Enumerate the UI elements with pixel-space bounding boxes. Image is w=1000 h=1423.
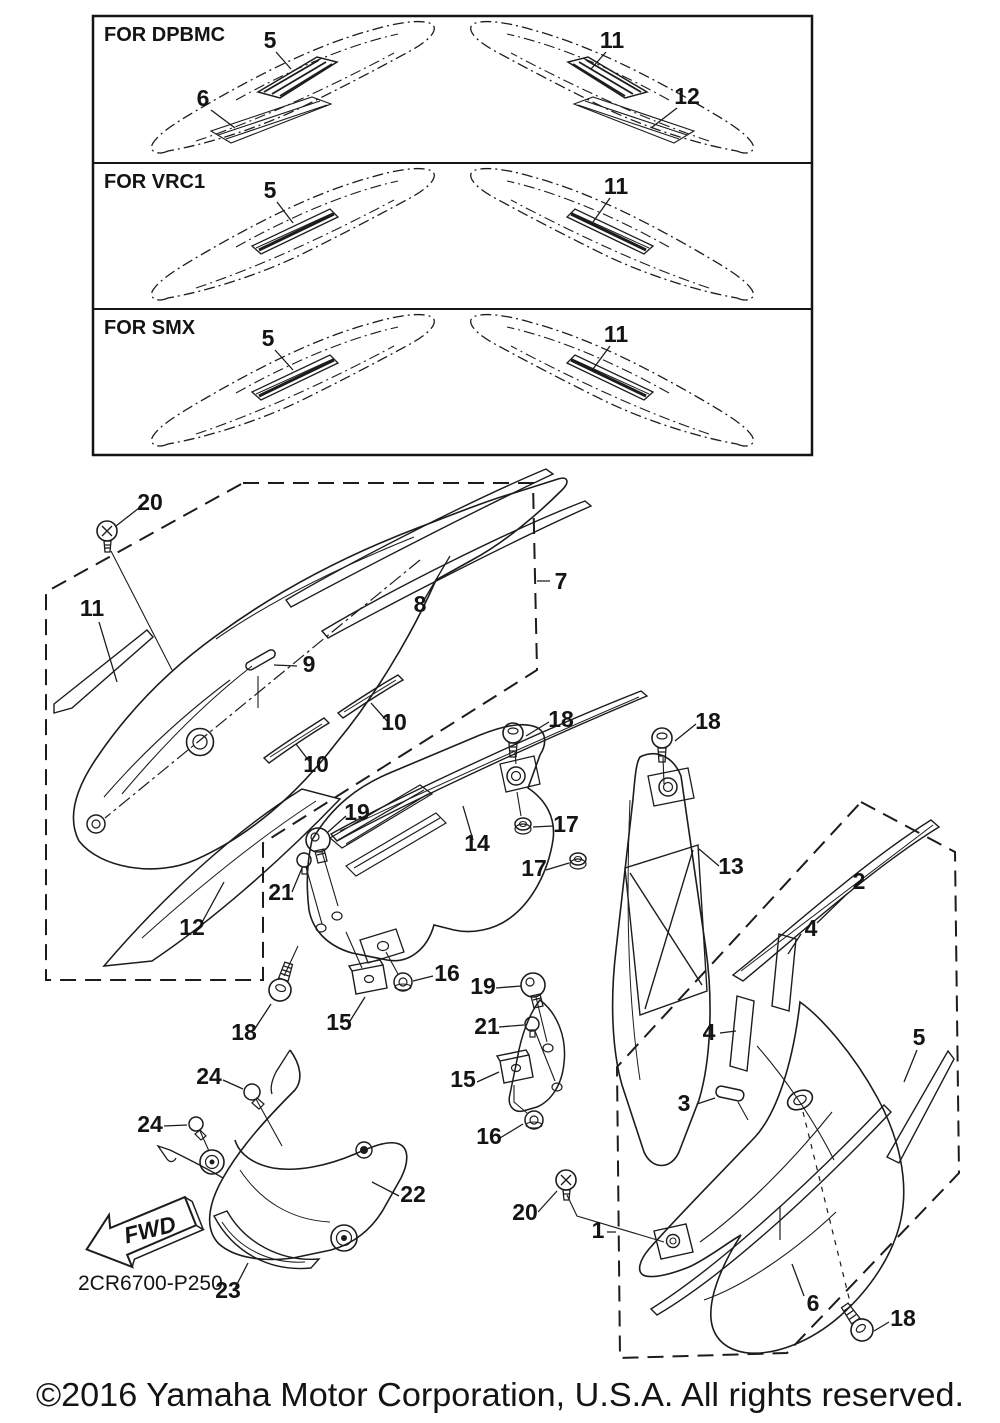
panel-14-hole-b [316, 924, 326, 932]
callout-8: 8 [413, 591, 427, 617]
pillar-cover-22-inner [240, 1170, 330, 1222]
grommet-ring-c [356, 1142, 372, 1158]
lower-blade-12 [104, 789, 340, 966]
pillar-cover-22-spike [271, 1050, 290, 1094]
variant-title-dpbmc: FOR DPBMC [104, 24, 226, 46]
callout-5: 5 [263, 27, 277, 53]
cover-tail-eyelet-inner [92, 820, 100, 828]
callout-11: 11 [603, 321, 629, 347]
panel-13-edge [628, 800, 640, 1080]
variant-box-vrc1 [104, 169, 753, 300]
bracket-arm [509, 1000, 564, 1111]
strip-6 [651, 1105, 891, 1315]
panel-14-boss-hole [512, 772, 521, 781]
emblem-11 [54, 630, 153, 713]
panel-13-boss-hole [664, 783, 673, 792]
callout-19: 19 [344, 799, 370, 825]
cover-oval-grommet [784, 1086, 815, 1113]
variant-title-vrc1: FOR VRC1 [104, 171, 206, 193]
panel-13-boss [659, 778, 677, 796]
variant-box-smx [104, 315, 753, 446]
callout-23: 23 [215, 1277, 241, 1303]
screw-21b-icon [525, 1017, 539, 1037]
callout-11: 11 [603, 173, 629, 199]
grommet-dashed-leader [803, 1112, 851, 1306]
screw-18b-icon [652, 728, 672, 762]
trim-strip-23-inner [222, 1222, 305, 1262]
variant-boxes [93, 16, 812, 455]
inner-panel-13 [613, 754, 710, 1166]
cover-boss-plate [654, 1224, 693, 1259]
callout-5: 5 [261, 325, 275, 351]
callout-14: 14 [464, 830, 490, 856]
fwd-label: FWD [121, 1210, 179, 1249]
callout-10: 10 [381, 709, 407, 735]
callout-10: 10 [303, 751, 329, 777]
panel-14-boss [507, 767, 525, 785]
callout-1: 1 [591, 1217, 605, 1243]
fwd-marker [80, 1194, 208, 1277]
callout-5: 5 [912, 1024, 926, 1050]
callout-13: 13 [718, 853, 744, 879]
construction-lines [111, 551, 748, 1242]
strip-10a-inner [344, 680, 396, 712]
callout-16: 16 [476, 1123, 502, 1149]
variant-box-dpbmc [104, 22, 753, 153]
vrc1-cover-art [152, 169, 754, 300]
callout-15: 15 [326, 1009, 352, 1035]
screw-20-icon [97, 521, 117, 552]
bracket-arm-hole-a [543, 1044, 553, 1052]
screw-18c-icon [836, 1299, 878, 1345]
callout-12: 12 [179, 914, 205, 940]
callout-4: 4 [702, 1019, 716, 1045]
lower-blade-12-inner [142, 801, 316, 938]
cover-tail-eyelet [87, 815, 105, 833]
callout-2: 2 [852, 868, 866, 894]
variant-box-frame [93, 16, 812, 455]
callout-22: 22 [400, 1181, 426, 1207]
nut-16a-icon [394, 973, 412, 991]
center-panels-group [297, 691, 710, 1166]
lower-center-group [158, 973, 565, 1269]
smx-cover-art [152, 315, 754, 446]
callout-4: 4 [804, 915, 818, 941]
nut-16b-icon [525, 1111, 543, 1129]
button-24a-icon [244, 1084, 264, 1109]
right-cover-group [556, 820, 954, 1353]
callout-18: 18 [231, 1019, 257, 1045]
callout-6: 6 [806, 1290, 820, 1316]
drawing-number: 2CR6700-P250 [78, 1272, 223, 1295]
panel-14-hole-a [332, 912, 342, 920]
callout-11: 11 [79, 595, 105, 621]
strip-4a [772, 934, 796, 1011]
panel-14-foot [360, 929, 404, 963]
copyright-line: ©2016 Yamaha Motor Corporation, U.S.A. All rights reserved. [36, 1376, 964, 1413]
callout-17: 17 [521, 855, 547, 881]
callout-20: 20 [512, 1199, 538, 1225]
cover-grommet-hole-inner [193, 735, 207, 749]
callout-21: 21 [474, 1013, 500, 1039]
callout-3: 3 [677, 1090, 691, 1116]
nut-17b-icon [570, 853, 586, 869]
group-box-7 [46, 483, 537, 980]
callout-6: 6 [196, 85, 210, 111]
callout-18: 18 [548, 706, 574, 732]
side-cover-left-contours [104, 537, 414, 797]
dpbmc-cover-art [152, 22, 754, 153]
exploded-callouts [80, 489, 926, 1331]
callout-15: 15 [450, 1066, 476, 1092]
screw-20b-icon [556, 1170, 576, 1200]
panel-13-boss-tab [648, 768, 694, 806]
callout-11: 11 [599, 27, 625, 53]
pin-3 [715, 1085, 745, 1102]
variant-title-smx: FOR SMX [104, 317, 196, 339]
callout-16: 16 [434, 960, 460, 986]
cover-grommet-hole [187, 729, 214, 756]
grommet-ring-b [331, 1225, 357, 1251]
callout-24: 24 [196, 1063, 222, 1089]
callout-20: 20 [137, 489, 163, 515]
callout-18: 18 [890, 1305, 916, 1331]
callout-9: 9 [302, 651, 316, 677]
screw-19b-icon [521, 973, 545, 1008]
exploded-view [46, 469, 959, 1358]
strip-8a [286, 469, 553, 607]
callout-7: 7 [554, 568, 568, 594]
nut-17a-icon [515, 818, 531, 834]
callout-24: 24 [137, 1111, 163, 1137]
phantom-line [105, 560, 420, 818]
strip-2-inner [741, 825, 933, 971]
grommet-ring-a [200, 1150, 224, 1174]
callout-21: 21 [268, 879, 294, 905]
clip-nut-15a-icon [349, 960, 387, 994]
callout-5: 5 [263, 177, 277, 203]
screw-18-left-icon [266, 960, 299, 1004]
button-24b-icon [189, 1117, 206, 1140]
callout-19: 19 [470, 973, 496, 999]
callout-17: 17 [553, 811, 579, 837]
callout-12: 12 [674, 83, 700, 109]
strip-4b [730, 996, 754, 1071]
panel-14-foot-hole [378, 942, 389, 951]
callout-18: 18 [695, 708, 721, 734]
